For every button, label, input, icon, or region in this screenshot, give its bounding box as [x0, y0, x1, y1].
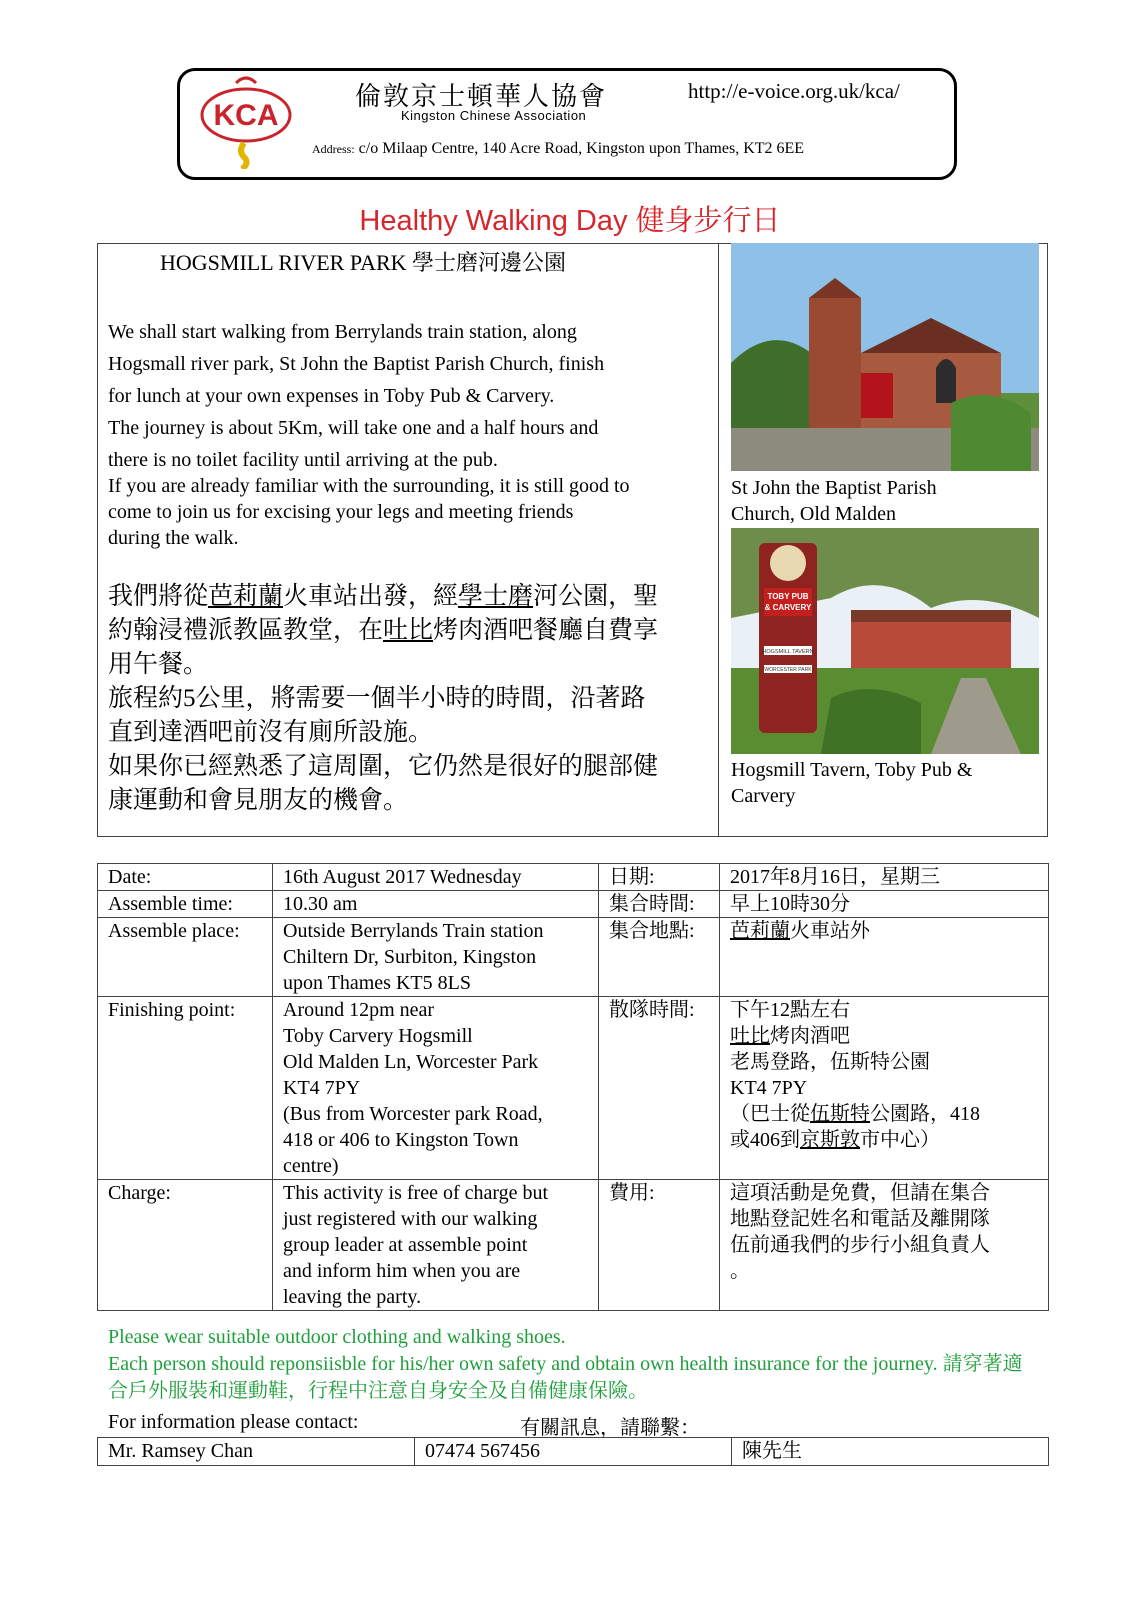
intro-en-line: If you are already familiar with the surrounding, it is still good to [108, 475, 630, 497]
zh-text: 火車站外 [790, 920, 870, 942]
kca-logo [196, 75, 300, 169]
intro-zh-line: 直到達酒吧前沒有廁所設施。 [108, 719, 434, 746]
contact-table [97, 1437, 1049, 1466]
contact-phone: 07474 567456 [415, 1438, 732, 1466]
pub-caption [731, 757, 1031, 809]
intro-zh-paragraph [108, 580, 718, 818]
finish-label: Finishing point: [98, 997, 273, 1180]
charge-value [273, 1180, 599, 1311]
cell-line: 地點登記姓名和電話及離開隊 [730, 1208, 990, 1230]
intro-divider [718, 243, 719, 837]
zh-text: 烤肉酒吧餐廳自費享 [433, 617, 659, 644]
address-label: Address: [312, 142, 355, 156]
caption-line: Church, Old Malden [731, 503, 896, 525]
address [312, 140, 804, 158]
cell-line: upon Thames KT5 8LS [283, 972, 471, 994]
zh-text: 火車站出發，經 [283, 583, 459, 610]
assemble-time-label-zh: 集合時間: [599, 891, 720, 918]
page-title: Healthy Walking Day 健身步行日 [359, 205, 781, 237]
cell-line: Toby Carvery Hogsmill [283, 1025, 473, 1047]
assemble-place-value-zh [720, 918, 1049, 997]
assemble-place-label-zh: 集合地點: [599, 918, 720, 997]
intro-en-line: during the walk. [108, 527, 239, 549]
caption-line: Carvery [731, 785, 796, 807]
cell-line: KT4 7PY [730, 1077, 808, 1099]
pub-sign-text: & CARVERY [764, 603, 812, 612]
zh-text: 芭莉蘭 [730, 920, 790, 942]
intro-zh-line: 如果你已經熟悉了這周圍，它仍然是很好的腿部健 [108, 753, 659, 780]
cell-line: 。 [730, 1260, 750, 1282]
church-photo [731, 243, 1039, 471]
assemble-time-value: 10.30 am [273, 891, 599, 918]
org-name-zh: 倫敦京士頓華人協會 [355, 82, 608, 111]
website-link[interactable]: http://e-voice.org.uk/kca/ [688, 79, 900, 103]
table-row [98, 918, 1049, 997]
cell-line: Outside Berrylands Train station [283, 920, 544, 942]
intro-en-paragraph [108, 316, 708, 476]
table-row [98, 997, 1049, 1180]
table-row [98, 1438, 1049, 1466]
cell-line [730, 1023, 1038, 1049]
cell-line: centre) [283, 1155, 339, 1177]
cell-line: 418 or 406 to Kingston Town [283, 1129, 519, 1151]
contact-name-zh: 陳先生 [732, 1438, 1049, 1466]
church-caption [731, 475, 1031, 527]
date-label-zh: 日期: [599, 864, 720, 891]
safety-note: Each person should reponsiisble for his/her own safety and obtain own health insurance for the journey. 請穿著適合戶外服裝和運動鞋，行程中注意自身安全及自備健康保險。 [108, 1353, 1023, 1402]
date-value: 16th August 2017 Wednesday [273, 864, 599, 891]
intro-zh-line [108, 580, 718, 614]
pub-sign-text: TOBY PUB [767, 592, 809, 601]
zh-text: 約翰浸禮派教區教堂，在 [108, 617, 384, 644]
table-row [98, 891, 1049, 918]
intro-en-line: Hogsmall river park, St John the Baptist Parish Church, finish [108, 353, 605, 375]
cell-line: 下午12點左右 [730, 999, 850, 1021]
caption-line: Hogsmill Tavern, Toby Pub & [731, 759, 973, 781]
cell-line: group leader at assemble point [283, 1234, 528, 1256]
pub-sign-text: HOGSMILL TAVERN [762, 649, 814, 655]
pub-sign-text: WORCESTER PARK [764, 667, 812, 673]
cell-line: Chiltern Dr, Surbiton, Kingston [283, 946, 537, 968]
charge-value-zh [720, 1180, 1049, 1311]
zh-text: 河公園，聖 [533, 583, 659, 610]
intro-zh-line [108, 614, 718, 648]
cell-line: Old Malden Ln, Worcester Park [283, 1051, 539, 1073]
cell-line: 伍前通我們的步行小組負責人 [730, 1234, 990, 1256]
cell-line: Around 12pm near [283, 999, 435, 1021]
finish-label-zh: 散隊時間: [599, 997, 720, 1180]
zh-text: 芭莉蘭 [208, 583, 284, 610]
assemble-place-label: Assemble place: [98, 918, 273, 997]
cell-line: (Bus from Worcester park Road, [283, 1103, 543, 1125]
zh-text: 烤肉酒吧 [770, 1025, 850, 1047]
contact-label: For information please contact: [108, 1411, 359, 1433]
cell-line: leaving the party. [283, 1286, 422, 1308]
cell-line [730, 1101, 1038, 1127]
assemble-place-value [273, 918, 599, 997]
org-name-en: Kingston Chinese Association [401, 108, 587, 123]
intro-zh-line: 用午餐。 [108, 651, 209, 678]
contact-name: Mr. Ramsey Chan [98, 1438, 415, 1466]
intro-zh-line: 旅程約5公里，將需要一個半小時的時間，沿著路 [108, 685, 646, 712]
clothing-note: Please wear suitable outdoor clothing and walking shoes. [108, 1326, 566, 1348]
table-row [98, 1180, 1049, 1311]
cell-line: KT4 7PY [283, 1077, 361, 1099]
event-details-table [97, 863, 1049, 1311]
intro-zh-line: 康運動和會見朋友的機會。 [108, 787, 409, 814]
zh-text: 或406到 [730, 1129, 800, 1151]
intro-en-line: come to join us for excising your legs and meeting friends [108, 501, 574, 523]
contact-label-zh: 有關訊息，請聯繫： [520, 1417, 700, 1439]
cell-line: This activity is free of charge but [283, 1182, 549, 1204]
intro-en-paragraph-2 [108, 473, 718, 551]
address-text: c/o Milaap Centre, 140 Acre Road, Kingston upon Thames, KT2 6EE [358, 140, 805, 157]
charge-label: Charge: [98, 1180, 273, 1311]
date-value-zh: 2017年8月16日，星期三 [720, 864, 1049, 891]
zh-text: 市中心） [860, 1129, 940, 1151]
park-title: HOGSMILL RIVER PARK 學士磨河邊公園 [160, 250, 567, 275]
zh-text: 吐比 [383, 617, 434, 644]
assemble-time-label: Assemble time: [98, 891, 273, 918]
cell-line: just registered with our walking [283, 1208, 538, 1230]
zh-text: 吐比 [730, 1025, 770, 1047]
pub-photo [731, 528, 1039, 754]
zh-text: 學士磨 [458, 583, 534, 610]
date-label: Date: [98, 864, 273, 891]
intro-en-line: We shall start walking from Berrylands train station, along [108, 321, 577, 343]
cell-line: and inform him when you are [283, 1260, 521, 1282]
zh-text: 伍斯特 [810, 1103, 870, 1125]
intro-en-line: The journey is about 5Km, will take one and a half hours and [108, 417, 599, 439]
cell-line: 老馬登路，伍斯特公園 [730, 1051, 930, 1073]
logo-text: KCA [213, 99, 279, 132]
cell-line: 這項活動是免費，但請在集合 [730, 1182, 990, 1204]
finish-value-zh [720, 997, 1049, 1180]
zh-text: 公園路，418 [870, 1103, 980, 1125]
cell-line [730, 1127, 1038, 1153]
intro-en-line: there is no toilet facility until arriving at the pub. [108, 449, 498, 471]
caption-line: St John the Baptist Parish [731, 477, 937, 499]
table-row [98, 864, 1049, 891]
assemble-time-value-zh: 早上10時30分 [720, 891, 1049, 918]
charge-label-zh: 費用: [599, 1180, 720, 1311]
zh-text: 我們將從 [108, 583, 209, 610]
zh-text: （巴士從 [730, 1103, 810, 1125]
finish-value [273, 997, 599, 1180]
intro-en-line: for lunch at your own expenses in Toby Pub & Carvery. [108, 385, 555, 407]
zh-text: 京斯敦 [800, 1129, 860, 1151]
